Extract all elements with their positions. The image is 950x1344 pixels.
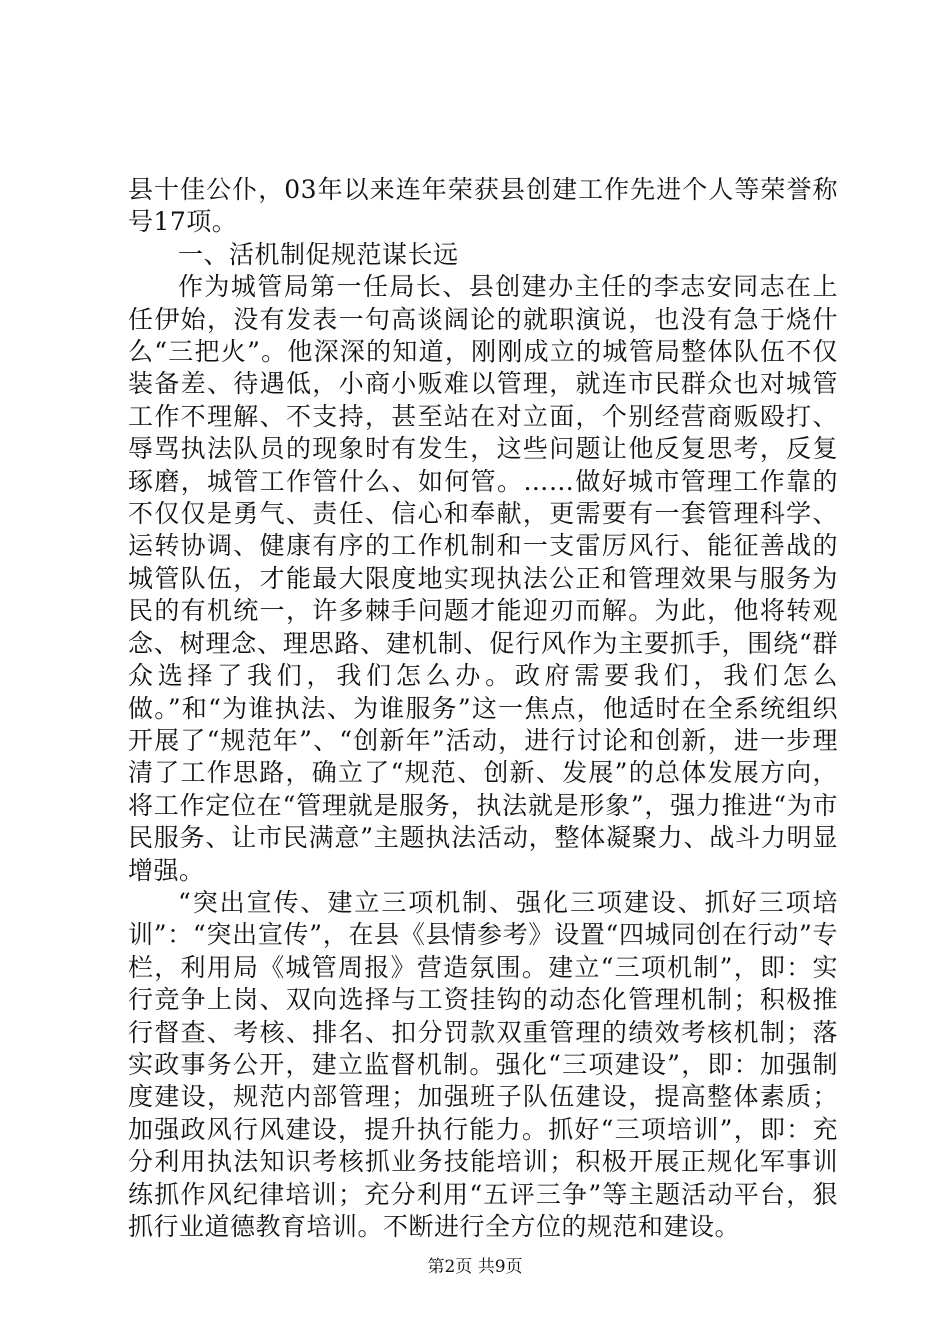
document-body bbox=[128, 174, 838, 1243]
section-heading: 一、活机制促规范谋长远 bbox=[178, 239, 459, 269]
paragraph-1: 县十佳公仆，03年以来连年荣获县创建工作先进个人等荣誉称号17项。 bbox=[128, 175, 838, 237]
paragraph-4: “突出宣传、建立三项机制、强化三项建设、抓好三项培训”：“突出宣传”，在县《县情参考》设置“四城同创在行动”专栏，利用局《城管周报》营造氛围。建立“三项机制”，即：实行竞争上岗、双向选择与工资挂钩的动态化管理机制；积极推行督查、考核、排名、扣分罚款双重管理的绩效考核机制；落实政事务公开，建立监督机制。强化“三项建设”，即：加强制度建设，规范内部管理；加强班子队伍建设，提高整体素质；加强政风行风建设，提升执行能力。抓好“三项培训”，即：充分利用执法知识考核抓业务技能培训；积极开展正规化军事训练抓作风纪律培训；充分利用“五评三争”等主题活动平台，狠抓行业道德教育培训。不断进行全方位的规范和建设。 bbox=[128, 887, 838, 1241]
page-number-footer: 第2页 共9页 bbox=[427, 1257, 523, 1277]
paragraph-3: 作为城管局第一任局长、县创建办主任的李志安同志在上任伊始，没有发表一句高谈阔论的就职演说，也没有急于烧什么“三把火”。他深深的知道，刚刚成立的城管局整体队伍不仅装备差、待遇低，小商小贩难以管理，就连市民群众也对城管工作不理解、不支持，甚至站在对立面，个别经营商贩殴打、辱骂执法队员的现象时有发生，这些问题让他反复思考，反复琢磨，城管工作管什么、如何管。……做好城市管理工作靠的不仅仅是勇气、责任、信心和奉献，更需要有一套管理科学、运转协调、健康有序的工作机制和一支雷厉风行、能征善战的城管队伍，才能最大限度地实现执法公正和管理效果与服务为民的有机统一，许多棘手问题才能迎刃而解。为此，他将转观念、树理念、理思路、建机制、促行风作为主要抓手，围绕“群众选择了我们，我们怎么办。政府需要我们，我们怎么做。”和“为谁执法、为谁服务”这一焦点，他适时在全系统组织开展了“规范年”、“创新年”活动，进行讨论和创新，进一步理清了工作思路，确立了“规范、创新、发展”的总体发展方向，将工作定位在“管理就是服务，执法就是形象”，强力推进“为市民服务、让市民满意”主题执法活动，整体凝聚力、战斗力明显增强。 bbox=[128, 272, 838, 885]
